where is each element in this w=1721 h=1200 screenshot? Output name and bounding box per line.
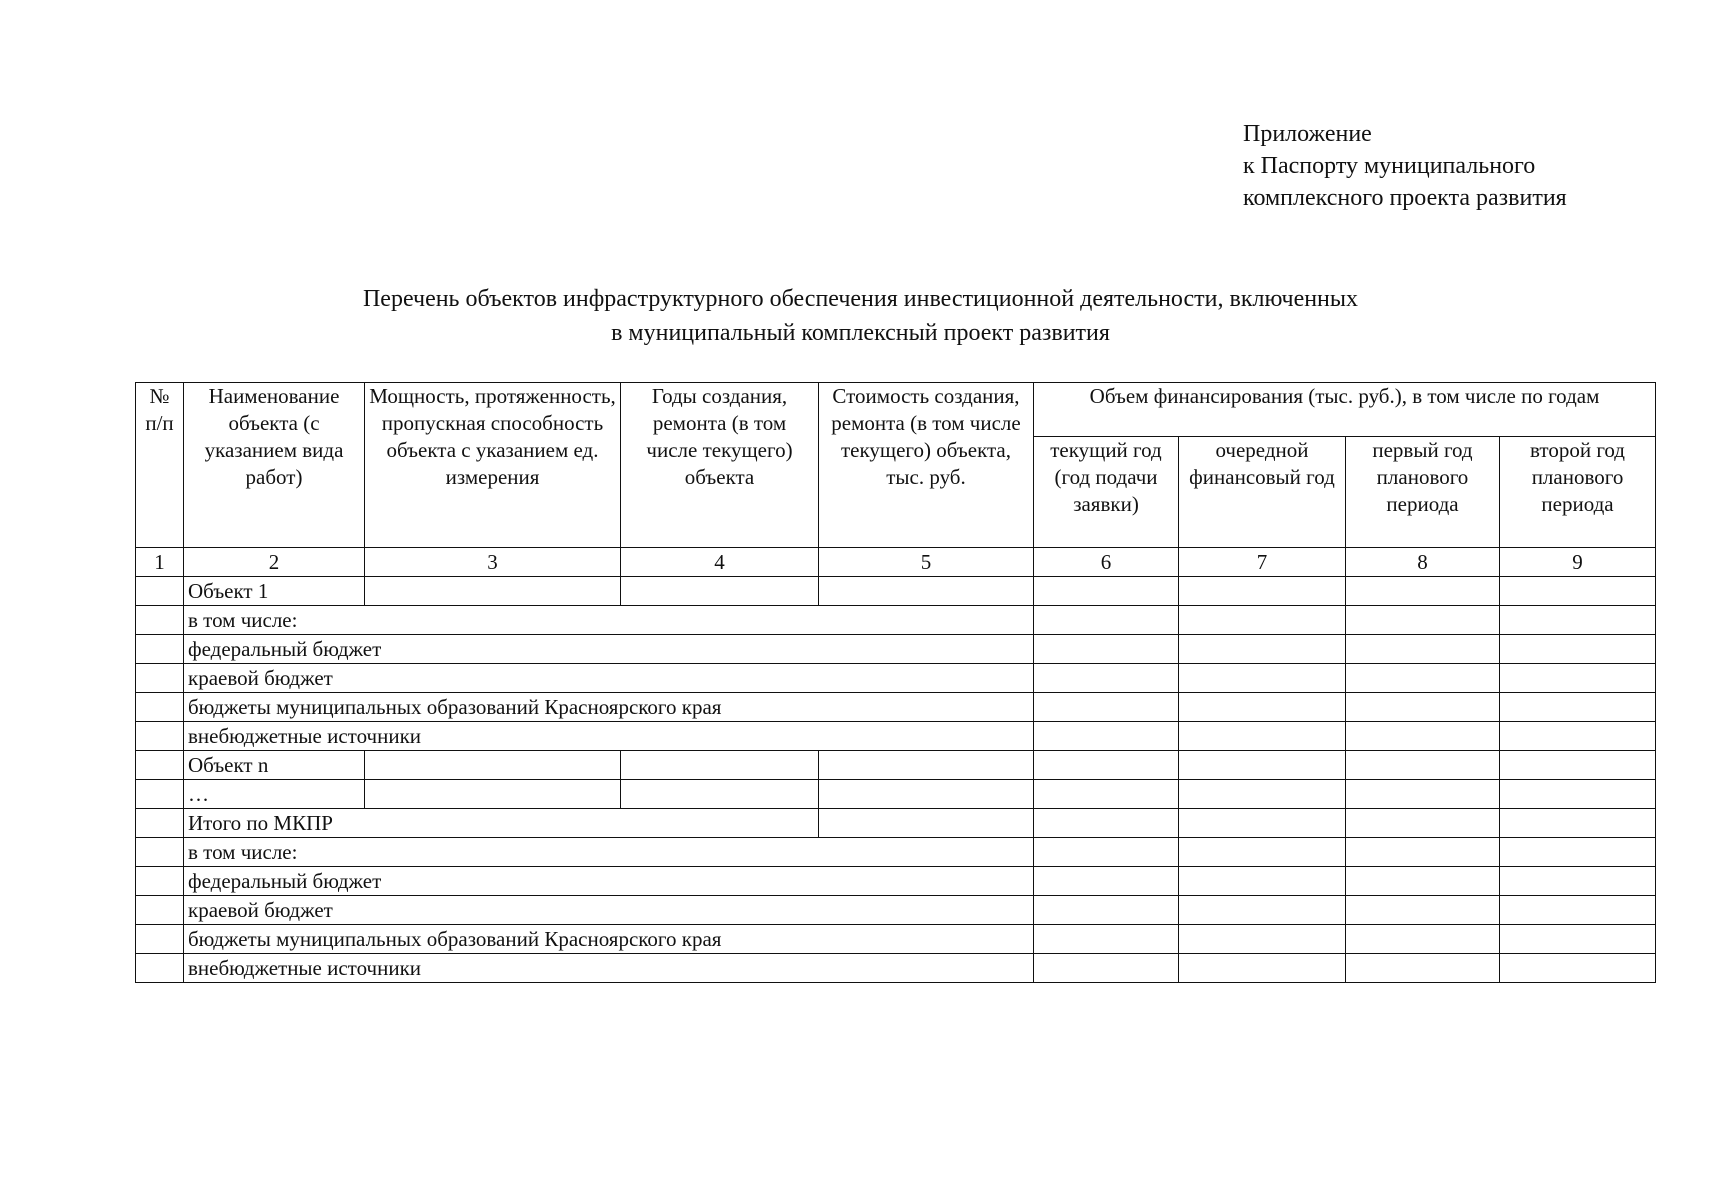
current-year-cell <box>1034 693 1179 722</box>
column-number: 9 <box>1500 548 1656 577</box>
appendix-line-1: Приложение <box>1243 121 1372 147</box>
municipal-budget-label: бюджеты муниципальных образований Красноярского края <box>184 693 1034 722</box>
plan-year-2-cell <box>1500 925 1656 954</box>
table-row <box>136 867 1656 896</box>
ellipsis-cell: … <box>184 780 365 809</box>
row-number-cell <box>136 606 184 635</box>
plan-year-2-cell <box>1500 954 1656 983</box>
plan-year-1-cell <box>1346 867 1500 896</box>
header-row-1 <box>136 383 1656 437</box>
row-number-cell <box>136 809 184 838</box>
header-next-year: очередной финансовый год <box>1179 437 1346 548</box>
plan-year-1-cell <box>1346 751 1500 780</box>
row-number-cell <box>136 954 184 983</box>
table-row <box>136 809 1656 838</box>
row-number-cell <box>136 838 184 867</box>
table-row <box>136 722 1656 751</box>
current-year-cell <box>1034 925 1179 954</box>
next-year-cell <box>1179 925 1346 954</box>
plan-year-1-cell <box>1346 838 1500 867</box>
current-year-cell <box>1034 954 1179 983</box>
title-line-1: Перечень объектов инфраструктурного обеспечения инвестиционной деятельности, включенных <box>362 286 1359 312</box>
column-number: 2 <box>184 548 365 577</box>
header-capacity: Мощность, протяженность, пропускная способность объекта с указанием ед. измерения <box>365 383 621 548</box>
header-number: № п/п <box>136 383 184 548</box>
next-year-cell <box>1179 954 1346 983</box>
federal-budget-label: федеральный бюджет <box>184 867 1034 896</box>
plan-year-2-cell <box>1500 867 1656 896</box>
total-label: Итого по МКПР <box>184 809 819 838</box>
next-year-cell <box>1179 577 1346 606</box>
plan-year-2-cell <box>1500 722 1656 751</box>
current-year-cell <box>1034 606 1179 635</box>
current-year-cell <box>1034 838 1179 867</box>
column-number: 3 <box>365 548 621 577</box>
current-year-cell <box>1034 722 1179 751</box>
plan-year-1-cell <box>1346 954 1500 983</box>
next-year-cell <box>1179 838 1346 867</box>
current-year-cell <box>1034 809 1179 838</box>
plan-year-2-cell <box>1500 751 1656 780</box>
header-plan-year-2: второй год планового периода <box>1500 437 1656 548</box>
current-year-cell <box>1034 577 1179 606</box>
table-row <box>136 606 1656 635</box>
next-year-cell <box>1179 751 1346 780</box>
cost-cell <box>819 577 1034 606</box>
current-year-cell <box>1034 896 1179 925</box>
row-number-cell <box>136 664 184 693</box>
regional-budget-label: краевой бюджет <box>184 896 1034 925</box>
capacity-cell <box>365 751 621 780</box>
capacity-cell <box>365 577 621 606</box>
row-number-cell <box>136 896 184 925</box>
years-cell <box>621 751 819 780</box>
regional-budget-label: краевой бюджет <box>184 664 1034 693</box>
next-year-cell <box>1179 635 1346 664</box>
row-number-cell <box>136 693 184 722</box>
cost-cell <box>819 780 1034 809</box>
next-year-cell <box>1179 809 1346 838</box>
table-row <box>136 693 1656 722</box>
plan-year-2-cell <box>1500 577 1656 606</box>
plan-year-2-cell <box>1500 664 1656 693</box>
including-label: в том числе: <box>184 606 1034 635</box>
column-number-row <box>136 548 1656 577</box>
object-name-cell: Объект 1 <box>184 577 365 606</box>
cost-cell <box>819 809 1034 838</box>
header-years: Годы создания, ремонта (в том числе текущего) объекта <box>621 383 819 548</box>
header-object-name: Наименование объекта (с указанием вида работ) <box>184 383 365 548</box>
header-current-year: текущий год (год подачи заявки) <box>1034 437 1179 548</box>
plan-year-1-cell <box>1346 925 1500 954</box>
header-financing: Объем финансирования (тыс. руб.), в том числе по годам <box>1034 383 1656 437</box>
current-year-cell <box>1034 780 1179 809</box>
plan-year-2-cell <box>1500 838 1656 867</box>
table-row <box>136 664 1656 693</box>
column-number: 7 <box>1179 548 1346 577</box>
header-plan-year-1: первый год планового периода <box>1346 437 1500 548</box>
plan-year-1-cell <box>1346 664 1500 693</box>
table-row <box>136 635 1656 664</box>
plan-year-2-cell <box>1500 635 1656 664</box>
object-name-cell: Объект n <box>184 751 365 780</box>
title-line-2: в муниципальный комплексный проект развития <box>611 320 1110 346</box>
current-year-cell <box>1034 867 1179 896</box>
row-number-cell <box>136 635 184 664</box>
column-number: 4 <box>621 548 819 577</box>
row-number-cell <box>136 867 184 896</box>
next-year-cell <box>1179 722 1346 751</box>
current-year-cell <box>1034 664 1179 693</box>
table-row <box>136 838 1656 867</box>
column-number: 5 <box>819 548 1034 577</box>
next-year-cell <box>1179 867 1346 896</box>
years-cell <box>621 780 819 809</box>
table-row <box>136 751 1656 780</box>
current-year-cell <box>1034 751 1179 780</box>
objects-table <box>135 382 1656 983</box>
current-year-cell <box>1034 635 1179 664</box>
appendix-line-2: к Паспорту муниципального <box>1243 153 1536 179</box>
capacity-cell <box>365 780 621 809</box>
municipal-budget-label: бюджеты муниципальных образований Красноярского края <box>184 925 1034 954</box>
column-number: 8 <box>1346 548 1500 577</box>
row-number-cell <box>136 780 184 809</box>
table-row <box>136 577 1656 606</box>
plan-year-2-cell <box>1500 780 1656 809</box>
plan-year-2-cell <box>1500 809 1656 838</box>
plan-year-1-cell <box>1346 722 1500 751</box>
next-year-cell <box>1179 780 1346 809</box>
row-number-cell <box>136 722 184 751</box>
next-year-cell <box>1179 664 1346 693</box>
plan-year-2-cell <box>1500 606 1656 635</box>
next-year-cell <box>1179 606 1346 635</box>
plan-year-1-cell <box>1346 606 1500 635</box>
years-cell <box>621 577 819 606</box>
plan-year-1-cell <box>1346 780 1500 809</box>
next-year-cell <box>1179 693 1346 722</box>
plan-year-1-cell <box>1346 635 1500 664</box>
plan-year-1-cell <box>1346 809 1500 838</box>
next-year-cell <box>1179 896 1346 925</box>
table-row <box>136 925 1656 954</box>
header-cost: Стоимость создания, ремонта (в том числе текущего) объекта, тыс. руб. <box>819 383 1034 548</box>
off-budget-label: внебюджетные источники <box>184 722 1034 751</box>
plan-year-2-cell <box>1500 896 1656 925</box>
column-number: 6 <box>1034 548 1179 577</box>
including-label: в том числе: <box>184 838 1034 867</box>
table-row <box>136 896 1656 925</box>
appendix-note <box>1243 118 1567 214</box>
column-number: 1 <box>136 548 184 577</box>
off-budget-label: внебюджетные источники <box>184 954 1034 983</box>
table-row <box>136 954 1656 983</box>
federal-budget-label: федеральный бюджет <box>184 635 1034 664</box>
document-title <box>0 282 1721 350</box>
plan-year-1-cell <box>1346 693 1500 722</box>
table-row <box>136 780 1656 809</box>
appendix-line-3: комплексного проекта развития <box>1243 185 1567 211</box>
row-number-cell <box>136 751 184 780</box>
cost-cell <box>819 751 1034 780</box>
plan-year-1-cell <box>1346 896 1500 925</box>
plan-year-1-cell <box>1346 577 1500 606</box>
row-number-cell <box>136 925 184 954</box>
row-number-cell <box>136 577 184 606</box>
plan-year-2-cell <box>1500 693 1656 722</box>
